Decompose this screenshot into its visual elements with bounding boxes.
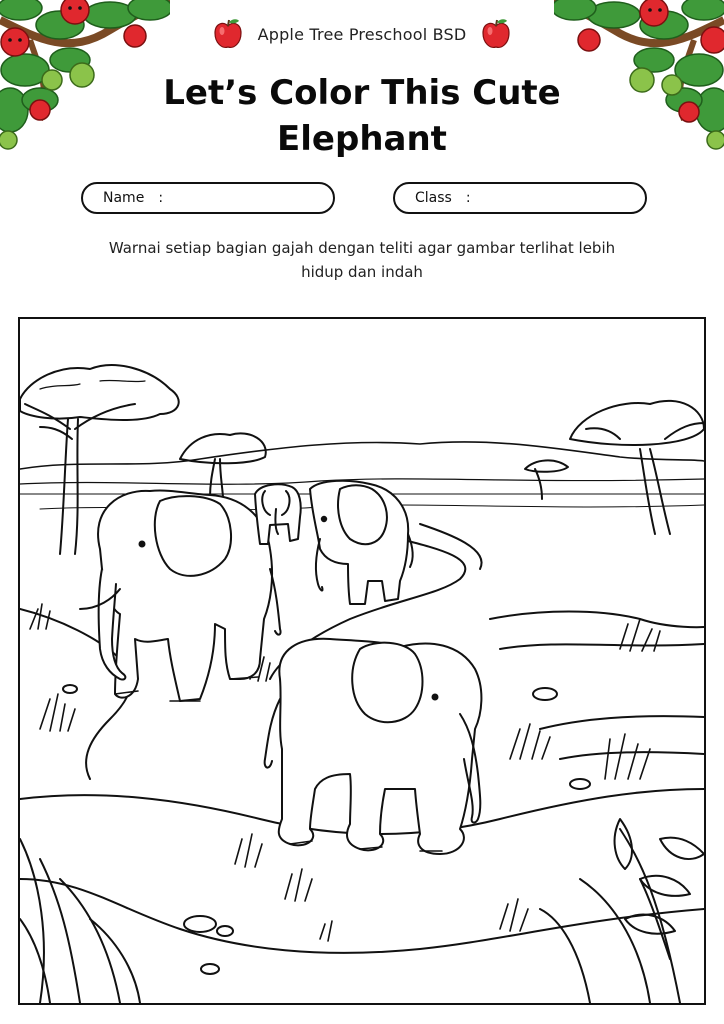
red-apple-icon <box>480 17 512 51</box>
class-label: Class <box>415 190 452 206</box>
elephant-large-left <box>80 491 281 701</box>
title-line-1: Let’s Color This Cute <box>163 73 561 113</box>
class-separator: : <box>465 190 471 206</box>
school-name: Apple Tree Preschool BSD <box>257 24 467 44</box>
red-apple-icon <box>212 17 244 51</box>
elephant-coloring-illustration <box>20 319 704 1003</box>
header <box>0 16 724 52</box>
elephant-far-small <box>255 484 301 544</box>
instruction-text <box>70 236 654 284</box>
coloring-frame <box>18 317 706 1005</box>
title-line-2: Elephant <box>277 119 447 159</box>
name-label: Name <box>103 190 145 206</box>
elephant-middle <box>310 481 413 604</box>
instruction-line-1: Warnai setiap bagian gajah dengan teliti agar gambar terlihat lebih <box>108 239 616 257</box>
page-title <box>150 70 574 162</box>
foreground-plant-left <box>20 839 140 1003</box>
acacia-tree-small <box>180 433 266 497</box>
instruction-line-2: hidup dan indah <box>301 263 423 281</box>
elephant-front-baby <box>265 639 482 854</box>
name-separator: : <box>158 190 164 206</box>
name-field[interactable] <box>81 182 335 214</box>
class-field[interactable] <box>393 182 647 214</box>
acacia-tree-right <box>570 401 704 534</box>
